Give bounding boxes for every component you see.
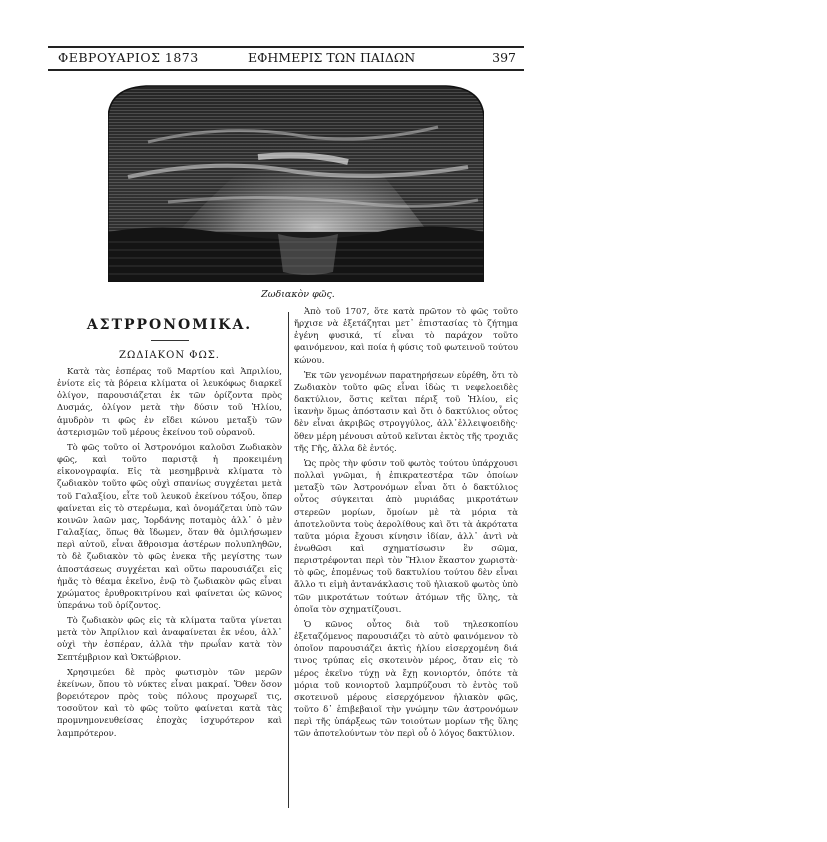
right-paragraph-4: Ὁ κῶνος οὗτος διὰ τοῦ τηλεσκοπίου ἐξεταζόμενος παρουσιάζει τὸ αὐτὸ φαινόμενον τὸ ὁποῖον παρουσιάζει ἀκτὶς ἡλίου εἰσερχομένη διά τινος τρύπας εἰς σκοτεινὸν μέρος, ὅταν εἰς τὸ μέρος ἐκεῖνο τύχῃ νὰ ἔχῃ κονιορτόν, ὁπότε τὰ μόρια τοῦ κονιορτοῦ λαμπρύζουσι τὸ ἐντὸς τοῦ σκοτεινοῦ μέρους εἰσερχόμενον ἡλιακὸν φῶς, τοῦτο δ᾽ ἐπιβεβαιοῖ τὴν γνώμην τῶν ἀστρονόμων περὶ τῆς ὑπάρξεως τῶν τοιούτων μορίων τῆς ὕλης τῶν ἀποτελούντων τὸν περὶ οὗ ὁ λόγος δακτύλιον. [294, 619, 518, 740]
right-paragraph-3: Ὡς πρὸς τὴν φύσιν τοῦ φωτὸς τούτου ὑπάρχουσι πολλαὶ γνῶμαι, ἡ ἐπικρατεστέρα τῶν ὁποίων μεταξὺ τῶν Ἀστρονόμων εἶναι ὅτι ὁ δακτύλιος οὗτος σύγκειται ἀπὸ μυριάδας μικροτάτων στερεῶν μορίων, ὅμοίων μὲ τὰ μόρια τὰ ἀποτελοῦντα τοὺς ἀερολίθους καὶ ὅτι τὰ ἀκρότατα ταῦτα μόρια ἔχουσι κίνησιν ἰδίαν, ἀλλ᾽ ἀντὶ νὰ ἑνωθῶσι καὶ σχηματίσωσιν ἓν σῶμα, περιστρέφονται περὶ τὸν Ἥλιον ἕκαστον χωριστὰ· τὸ φῶς, ἐπομένως τοῦ δακτυλίου τούτου δὲν εἶναι ἄλλο τι εἰμὴ ἀντανάκλασις τοῦ ἡλιακοῦ φωτὸς ὑπὸ τῶν μικροτάτων τούτων ἀτόμων τῆς ὕλης, τὰ ὁποῖα τὸν σχηματίζουσι. [294, 458, 518, 615]
column-divider [288, 312, 289, 808]
header-bottom-rule [48, 69, 524, 71]
zodiacal-light-engraving [108, 82, 484, 282]
left-paragraph-2: Τὸ φῶς τοῦτο οἱ Ἀστρονόμοι καλοῦσι Ζωδιακὸν φῶς, καὶ τοῦτο παριστᾷ ἡ προκειμένη εἰκονογραφία. Εἰς τὰ μεσημβρινὰ κλίματα τὸ ζωδιακὸν τοῦτο φῶς οὐχὶ σπανίως συγχέεται μετὰ τοῦ Γαλαξίου, εἶτε τοῦ λευκοῦ ἐκείνου τόξου, ὅπερ φαίνεται εἰς τὸ στερέωμα, καὶ ὀνομάζεται ὑπὸ τῶν κοινῶν λαῶν μας, Ἱορδάνης ποταμὸς ἀλλ᾽ ὁ μὲν Γαλαξίας, ὅπως θὰ ἴδωμεν, ὅταν θὰ ὁμιλήσωμεν περὶ αὐτοῦ, εἶναι ἄθροισμα ἀστέρων πολυπληθῶν, τὸ δὲ ζωδιακὸν τὸ φῶς ἐνεκα τῆς μεγίστης των ἀποστάσεως συγχέεται καὶ οὕτω παρουσιάζει εἰς ἡμᾶς τὸ θέαμα ἐκεῖνο, ἐνῷ τὸ ζωδιακὸν φῶς εἶναι χρώματος ἐρυθροκιτρίνου καὶ φαίνεται ὡς κῶνος ὑπεράνω τοῦ ὁρίζοντος. [57, 442, 282, 611]
running-header [48, 46, 524, 68]
right-paragraph-2: Ἐκ τῶν γενομένων παρατηρήσεων εὑρέθη, ὅτι τὸ Ζωδιακὸν τοῦτο φῶς εἶναι ἰδὼς τι νεφελοειδὲς δακτύλιον, ὅστις κεῖται πέριξ τοῦ Ἡλίου, εἰς ἱκανὴν ὅμως ἀπόστασιν καὶ ὅτι ὁ δακτύλιος οὗτος δὲν εἶναι ἀκριβῶς στρογγύλος, ἀλλ᾽ἐλλειψοειδὴς· ὅθεν μέρη μένουσι αὐτοῦ κεῖνται ἐκτὸς τῆς τροχιᾶς τῆς Γῆς, ἄλλα δὲ ἐντός. [294, 370, 518, 454]
header-page-number: 397 [492, 50, 516, 65]
section-title: ΑΣΤΡΡΟΝΟΜΙΚΑ. [86, 317, 253, 333]
right-paragraph-1: Ἀπὸ τοῦ 1707, ὅτε κατὰ πρῶτον τὸ φῶς τοῦτο ἤρχισε νὰ ἐξετάζηται μετ᾽ ἐπιστασίας τὸ ζήτημα ἐγένη φυσικά, τί εἶναι τὸ παράχον τοῦτο φαινόμενον, καὶ ποία ἡ φύσις τοῦ φωτεινοῦ τούτου κώνου. [294, 307, 518, 366]
title-rule [151, 340, 189, 341]
header-title: ΕΦΗΜΕΡΙΣ ΤΩΝ ΠΑΙΔΩΝ [248, 50, 416, 65]
left-paragraph-1: Κατὰ τὰς ἑσπέρας τοῦ Μαρτίου καὶ Ἀπριλίου, ἐνίοτε εἰς τὰ βόρεια κλίματα οἱ λευκόφως διαρκεῖ ὀλίγον, παρουσιάζεται ἐκ τῶν ὁρίζοντα πρὸς Δυσμάς, ὀλίγον μετὰ τὴν δύσιν τοῦ Ἡλίου, ἀμυδρὸν τι φῶς ἐν εἴδει κώνου μεταξὺ τῶν ἀστερισμῶν τοῦ μέρους ἐκείνου τοῦ οὐρανοῦ. [57, 367, 282, 438]
right-column [294, 306, 518, 743]
left-paragraph-4: Χρησιμεύει δὲ πρὸς φωτισμὸν τῶν μερῶν ἐκείνων, ὅπου τὸ νύκτες εἶναι μακραί. Ὅθεν ὅσον βορειότερον πρὸς τοὺς πόλους προχωρεῖ τις, τοσοῦτον καὶ τὸ φῶς τοῦτο φαίνεται κατὰ τὰς προμνημονευθείσας ἐποχὰς ἰσχυρότερον καὶ λαμπρότερον. [57, 667, 282, 739]
left-paragraph-3: Τὸ ζωδιακὸν φῶς εἰς τὰ κλίματα ταῦτα γίνεται μετὰ τὸν Ἀπρίλιον καὶ ἀναφαίνεται ἐκ νέου, ἀλλ᾽ οὐχὶ τὴν ἑσπέραν, ἀλλὰ τὴν πρωΐαν κατὰ τὸν Σεπτέμβριον καὶ Ὀκτώβριον. [57, 616, 282, 663]
article-subtitle: ΖΩΔΙΑΚΟΝ ΦΩΣ. [119, 350, 220, 361]
figure-caption: Ζωδιακὸν φῶς. [261, 289, 335, 300]
header-date: ΦΕΒΡΟΥΑΡΙΟΣ 1873 [58, 50, 199, 65]
left-column [57, 306, 282, 743]
